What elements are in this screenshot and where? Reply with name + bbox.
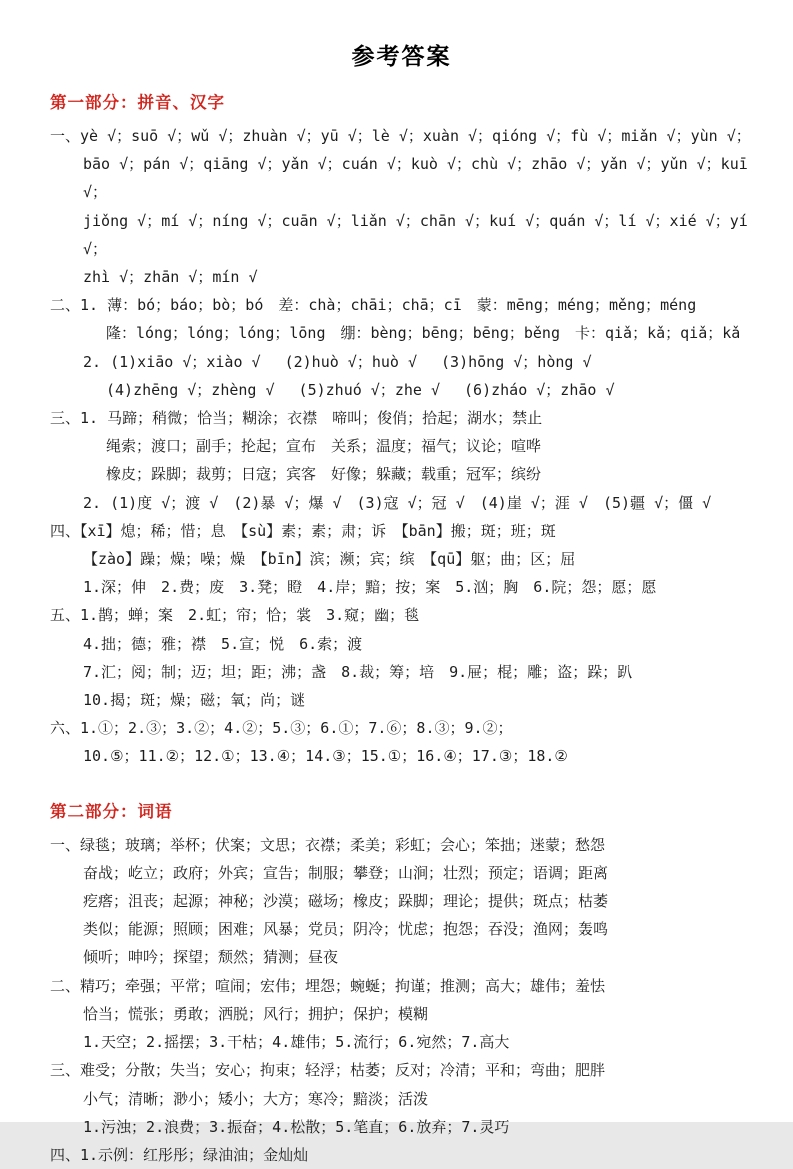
page-title: 参考答案 bbox=[351, 43, 452, 69]
answer-line: 10.⑤；11.②；12.①；13.④；14.③；15.①；16.④；17.③；18.② bbox=[83, 747, 568, 766]
answer-line: 2. (1)度 √；渡 √ (2)暴 √；爆 √ (3)寇 √；冠 √ (4)崖 √；涯 √ (5)疆 √；僵 √ bbox=[83, 493, 712, 512]
answer-line: jiǒng √；mí √；níng √；cuān √；liǎn √；chān √；kuí √；quán √；lí √；xié √；yí √； bbox=[83, 211, 757, 258]
answer-line: zhì √；zhān √；mín √ bbox=[83, 268, 258, 287]
part1-section bbox=[50, 89, 757, 771]
answer-line: 小气；清晰；渺小；矮小；大方；寒冷；黯淡；活泼 bbox=[83, 1089, 429, 1108]
answer-line: 三、难受；分散；失当；安心；拘束；轻浮；枯萎；反对；冷清；平和；弯曲；肥胖 bbox=[50, 1061, 606, 1080]
answer-line: 恰当；慌张；勇敢；洒脱；风行；拥护；保护；模糊 bbox=[83, 1004, 429, 1023]
answer-line: 1.深；伸 2.费；废 3.凳；瞪 4.岸；黯；按；案 5.汹；胸 6.院；怨；愿；愿 bbox=[83, 578, 657, 597]
answer-line: 五、1.鹊；蝉；案 2.虹；帘；恰；裳 3.窥；幽；毯 bbox=[50, 606, 420, 625]
answer-line: 2. (1)xiāo √；xiào √ (2)huò √；huò √ (3)hōng √；hòng √ bbox=[83, 352, 592, 371]
answer-line: 【zào】躁；燥；噪；燥 【bīn】滨；濒；宾；缤 【qū】躯；曲；区；屈 bbox=[83, 550, 576, 569]
answer-line: 一、绿毯；玻璃；举杯；伏案；文思；衣襟；柔美；彩虹；会心；笨拙；迷蒙；愁怨 bbox=[50, 835, 606, 854]
part2-heading: 第二部分：词语 bbox=[50, 802, 173, 821]
answer-line: 1.天空；2.摇摆；3.干枯；4.雄伟；5.流行；6.宛然；7.高大 bbox=[83, 1033, 510, 1052]
answer-line: bāo √；pán √；qiāng √；yǎn √；cuán √；kuò √；chù √；zhāo √；yǎn √；yǔn √；kuī √； bbox=[83, 155, 757, 202]
answer-line: 倾听；呻吟；探望；颓然；猜测；昼夜 bbox=[83, 948, 339, 967]
answer-line: 四、【xī】熄；稀；惜；息 【sù】素；素；肃；诉 【bān】搬；斑；班；斑 bbox=[50, 521, 556, 540]
answer-line: 六、1.①；2.③；3.②；4.②；5.③；6.①；7.⑥；8.③；9.②； bbox=[50, 719, 513, 738]
answer-line: 二、精巧；牵强；平常；喧闹；宏伟；埋怨；蜿蜒；拘谨；推测；高大；雄伟；羞怯 bbox=[50, 976, 606, 995]
answer-line: 4.拙；德；雅；襟 5.宣；悦 6.索；渡 bbox=[83, 634, 363, 653]
answer-line: 奋战；屹立；政府；外宾；宣告；制服；攀登；山涧；壮烈；预定；语调；距离 bbox=[83, 863, 609, 882]
answer-line: 橡皮；跺脚；裁剪；日寇；宾客 好像；躲藏；载重；冠军；缤纷 bbox=[106, 465, 542, 484]
answer-line: 1.污浊；2.浪费；3.振奋；4.松散；5.笔直；6.放弃；7.灵巧 bbox=[83, 1117, 510, 1136]
answer-line: 7.汇；阅；制；迈；坦；距；沸；盏 8.裁；筹；培 9.屉；棍；雕；盗；跺；趴 bbox=[83, 662, 633, 681]
answer-line: 四、1.示例：红彤彤；绿油油；金灿灿 bbox=[50, 1145, 309, 1164]
answer-line: 疙瘩；沮丧；起源；神秘；沙漠；磁场；橡皮；跺脚；理论；提供；斑点；枯萎 bbox=[83, 892, 609, 911]
answer-line: 隆：lóng；lóng；lóng；lōng 绷：bèng；bēng；bēng；běng 卡：qiǎ；kǎ；qiǎ；kǎ bbox=[106, 324, 741, 343]
part2-section bbox=[50, 798, 753, 1169]
answer-line: 二、1. 薄：bó；báo；bò；bó 差：chà；chāi；chā；cī 蒙：mēng；méng；měng；méng bbox=[50, 296, 697, 315]
answer-line: (4)zhēng √；zhèng √ (5)zhuó √；zhe √ (6)zháo √；zhāo √ bbox=[106, 380, 615, 399]
part1-heading: 第一部分：拼音、汉字 bbox=[50, 94, 225, 112]
answer-line: 绳索；渡口；副手；抡起；宣布 关系；温度；福气；议论；喧哗 bbox=[106, 437, 542, 456]
answer-line: 三、1. 马蹄；稍微；恰当；糊涂；衣襟 啼叫；俊俏；拾起；湖水；禁止 bbox=[50, 409, 543, 428]
answer-line: 一、yè √；suō √；wǔ √；zhuàn √；yū √；lè √；xuàn √；qióng √；fù √；miǎn √；yùn √； bbox=[50, 127, 751, 145]
answer-line: 10.揭；斑；燥；磁；氧；尚；谜 bbox=[83, 691, 306, 710]
answer-line: 类似；能源；照顾；困难；风暴；党员；阴冷；忧虑；抱怨；吞没；渔网；轰鸣 bbox=[83, 920, 609, 939]
